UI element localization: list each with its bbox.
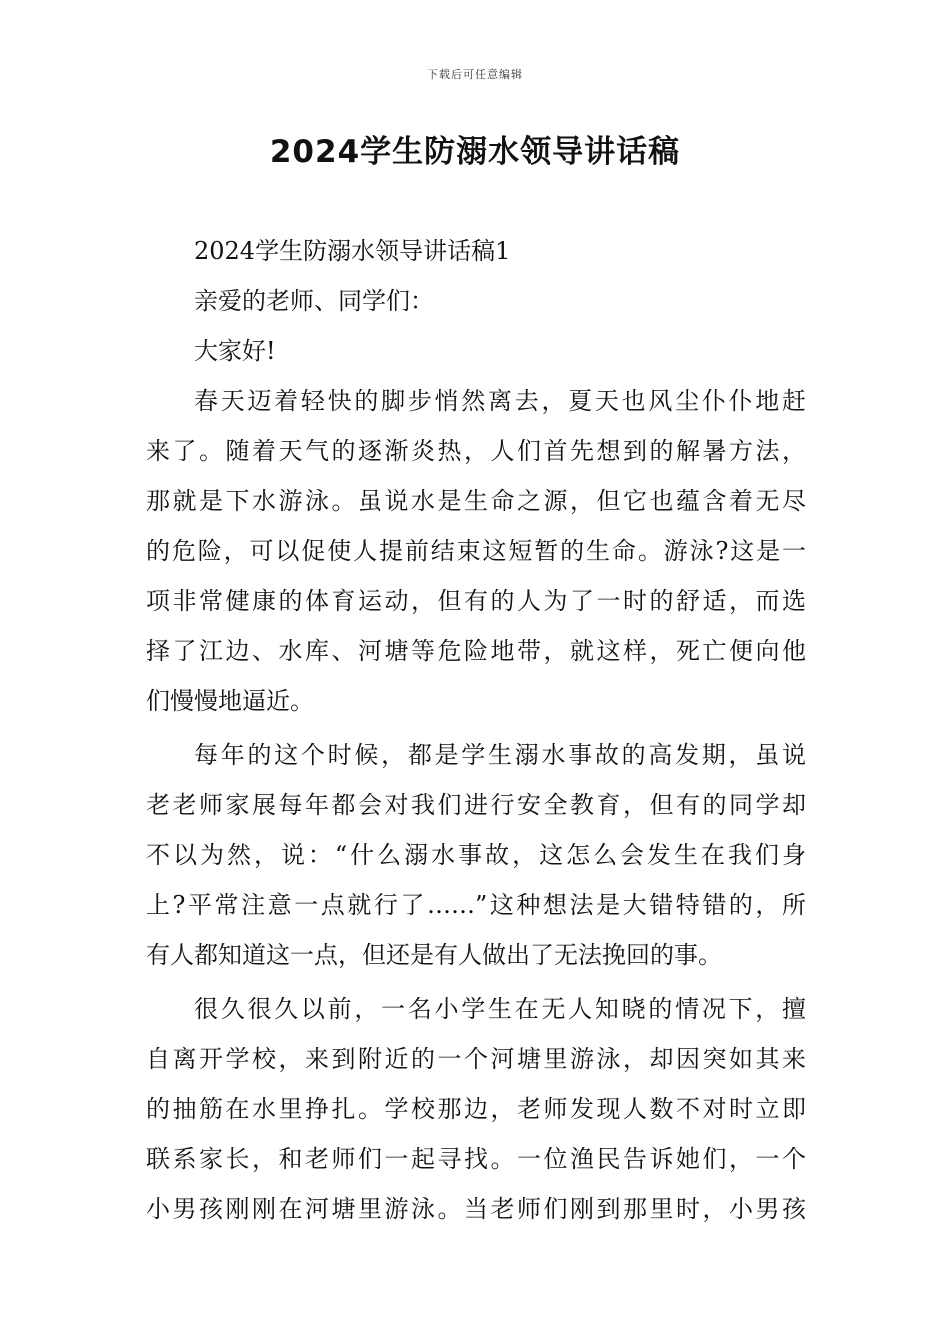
- document-subtitle: 2024学生防溺水领导讲话稿1: [194, 237, 511, 265]
- document-title: 2024学生防溺水领导讲话稿: [269, 134, 681, 170]
- paragraph-line: 上?平常注意一点就行了……”这种想法是大错特错的，所: [146, 891, 806, 919]
- paragraph-line: 来了。随着天气的逐渐炎热，人们首先想到的解暑方法，: [146, 437, 806, 465]
- paragraph-line: 很久很久以前，一名小学生在无人知晓的情况下，擅: [194, 995, 806, 1023]
- salutation: 亲爱的老师、同学们：: [194, 287, 434, 315]
- paragraph-2: [146, 730, 806, 980]
- paragraph-line: 择了江边、水库、河塘等危险地带，就这样，死亡便向他: [146, 637, 806, 665]
- paragraph-line: 的抽筋在水里挣扎。学校那边，老师发现人数不对时立即: [146, 1095, 806, 1123]
- paragraph-line: 春天迈着轻快的脚步悄然离去，夏天也风尘仆仆地赶: [194, 387, 806, 415]
- document-body: [146, 226, 806, 1238]
- paragraph-3: [146, 984, 806, 1234]
- paragraph-line: 项非常健康的体育运动，但有的人为了一时的舒适，而选: [146, 587, 806, 615]
- paragraph-line: 自离开学校，来到附近的一个河塘里游泳，却因突如其来: [146, 1045, 806, 1073]
- greeting: 大家好!: [194, 337, 276, 365]
- paragraph-line: 的危险，可以促使人提前结束这短暂的生命。游泳?这是一: [146, 537, 806, 565]
- paragraph-line: 那就是下水游泳。虽说水是生命之源，但它也蕴含着无尽: [146, 487, 806, 515]
- paragraph-line: 老老师家展每年都会对我们进行安全教育，但有的同学却: [146, 791, 806, 819]
- paragraph-line: 们慢慢地逼近。: [146, 687, 314, 715]
- paragraph-line: 有人都知道这一点，但还是有人做出了无法挽回的事。: [146, 941, 722, 969]
- paragraph-1: [146, 376, 806, 726]
- header-note: 下载后可任意编辑: [427, 68, 523, 81]
- paragraph-line: 小男孩刚刚在河塘里游泳。当老师们刚到那里时，小男孩: [146, 1195, 806, 1223]
- paragraph-line: 不以为然，说：“什么溺水事故，这怎么会发生在我们身: [146, 841, 806, 869]
- paragraph-line: 联系家长，和老师们一起寻找。一位渔民告诉她们，一个: [146, 1145, 806, 1173]
- paragraph-line: 每年的这个时候，都是学生溺水事故的高发期，虽说: [194, 741, 806, 769]
